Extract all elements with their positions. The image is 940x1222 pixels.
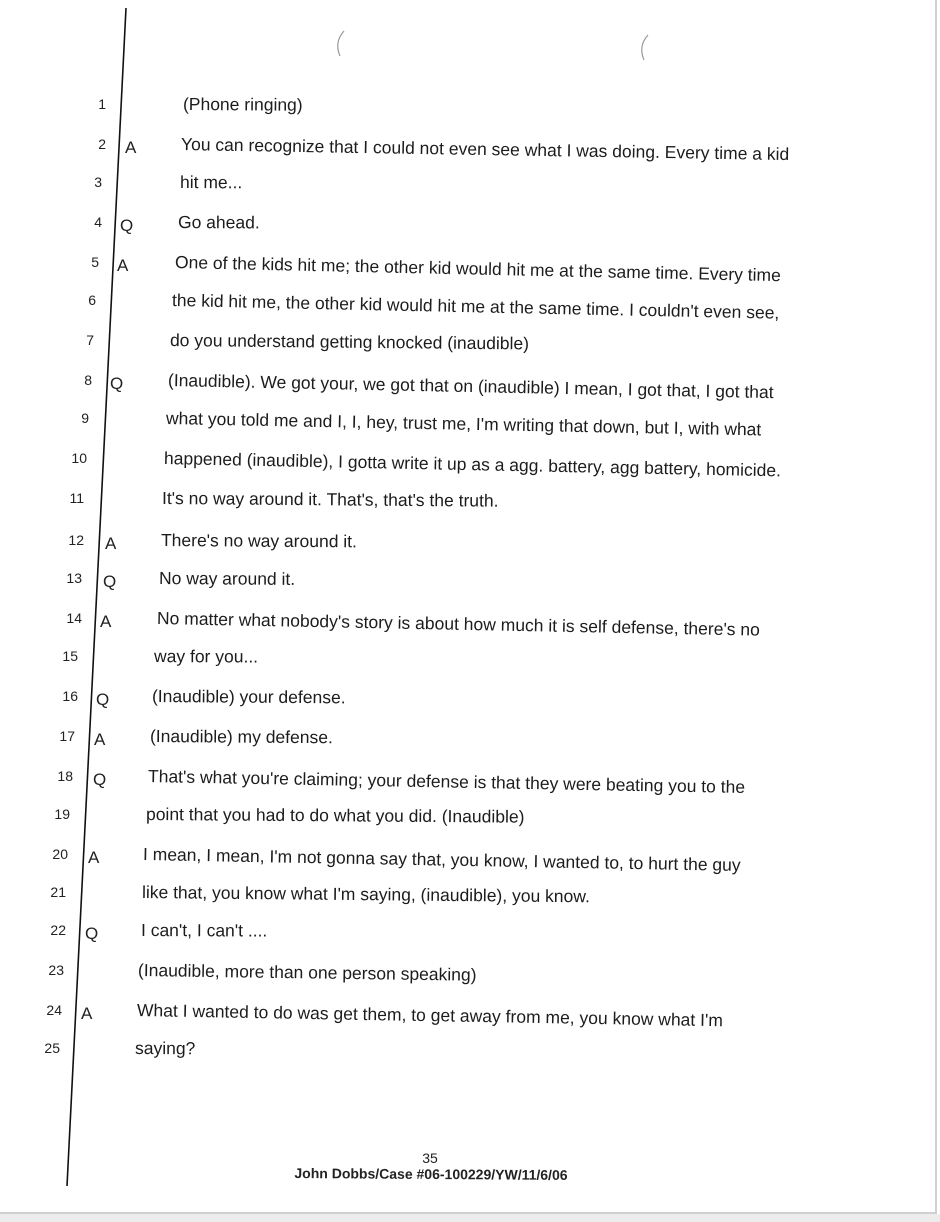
line-number: 10 [71,450,87,466]
transcript-line [0,172,900,212]
line-number: 24 [46,1002,62,1018]
punch-hole-mark-left [330,28,350,60]
transcript-line [0,530,900,570]
speaker-label: Q [85,924,99,943]
utterance-text: what you told me and I, I, hey, trust me, I'm writing that down, but I, with what [165,408,762,440]
utterance-text: (Inaudible) my defense. [149,726,333,748]
utterance-text: (Inaudible) your defense. [151,686,346,708]
speaker-label: Q [96,690,110,709]
line-number: 2 [98,136,106,152]
utterance-text: (Phone ringing) [182,94,303,115]
transcript-line [0,134,900,174]
line-number: 14 [66,610,82,626]
speaker-label: A [88,848,100,867]
transcript-line [0,766,900,806]
punch-hole-mark-right [634,32,654,64]
speaker-label: A [81,1004,93,1023]
transcript-line [0,844,900,884]
transcript-line [0,370,900,410]
utterance-text: I mean, I mean, I'm not gonna say that, you know, I wanted to, to hurt the guy [142,844,741,875]
transcript-line [0,408,900,448]
line-number: 9 [81,410,89,426]
line-number: 17 [59,728,75,744]
transcript-line [0,608,900,648]
utterance-text: hit me... [179,172,243,193]
line-number: 18 [57,768,73,784]
speaker-label: A [117,256,129,275]
transcript-line [0,212,900,252]
transcript-line [0,94,900,134]
speaker-label: Q [110,374,124,393]
utterance-text: saying? [134,1038,196,1059]
transcript-line [0,726,900,766]
transcript-line [0,920,900,960]
page-number: 35 [422,1150,438,1166]
utterance-text: What I wanted to do was get them, to get away from me, you know what I'm [136,1000,724,1031]
utterance-text: No way around it. [158,568,296,589]
utterance-text: That's what you're claiming; your defense is that they were beating you to the [147,766,746,797]
line-number: 25 [44,1040,60,1056]
utterance-text: do you understand getting knocked (inaudible) [169,330,530,354]
transcript-line [0,646,900,686]
utterance-text: way for you... [153,646,259,667]
line-number: 11 [69,490,84,506]
utterance-text: the kid hit me, the other kid would hit me at the same time. I couldn't even see, [171,290,780,323]
line-number: 19 [54,806,70,822]
utterance-text: like that, you know what I'm saying, (inaudible), you know. [141,882,590,907]
line-number: 13 [66,570,82,586]
utterance-text: (Inaudible). We got your, we got that on (inaudible) I mean, I got that, I got that [167,370,774,403]
utterance-text: One of the kids hit me; the other kid would hit me at the same time. Every time [174,252,782,286]
speaker-label: Q [103,572,117,591]
transcript-line [0,568,900,608]
utterance-text: No matter what nobody's story is about how much it is self defense, there's no [156,608,761,640]
case-reference: John Dobbs/Case #06-100229/YW/11/6/06 [294,1165,568,1183]
utterance-text: You can recognize that I could not even see what I was doing. Every time a kid [180,134,790,165]
transcript-line [0,960,900,1000]
line-number: 21 [50,884,66,900]
utterance-text: point that you had to do what you did. (Inaudible) [145,804,525,827]
utterance-text: (Inaudible, more than one person speaking) [137,960,477,985]
transcript-line [0,1000,900,1040]
speaker-label: A [105,534,117,553]
line-number: 23 [48,962,64,978]
line-number: 8 [84,372,92,388]
line-number: 4 [94,214,102,230]
line-number: 22 [50,922,66,938]
line-number: 12 [68,532,84,548]
speaker-label: A [94,730,106,749]
line-number: 3 [94,174,102,190]
transcript-line [0,488,900,528]
line-number: 7 [86,332,94,348]
speaker-label: Q [93,770,107,789]
speaker-label: A [125,138,137,157]
transcript-line [0,252,900,292]
speaker-label: Q [120,216,134,235]
utterance-text: There's no way around it. [160,530,358,552]
transcript-line [0,290,900,330]
line-number: 1 [98,96,106,112]
line-number: 16 [62,688,78,704]
line-number: 5 [91,254,99,270]
transcript-line [0,686,900,726]
utterance-text: I can't, I can't .... [140,920,268,941]
transcript-line [0,330,900,370]
line-number: 15 [62,648,78,664]
utterance-text: It's no way around it. That's, that's the truth. [161,488,499,511]
line-number: 6 [88,292,96,308]
transcript-line [0,1038,900,1078]
page-bottom-edge [0,1214,940,1222]
transcript-line [0,448,900,488]
utterance-text: Go ahead. [177,212,260,233]
speaker-label: A [100,612,112,631]
line-number: 20 [52,846,68,862]
transcript-line [0,804,900,844]
transcript-line [0,882,900,922]
utterance-text: happened (inaudible), I gotta write it up as a agg. battery, agg battery, homicide. [163,448,782,481]
